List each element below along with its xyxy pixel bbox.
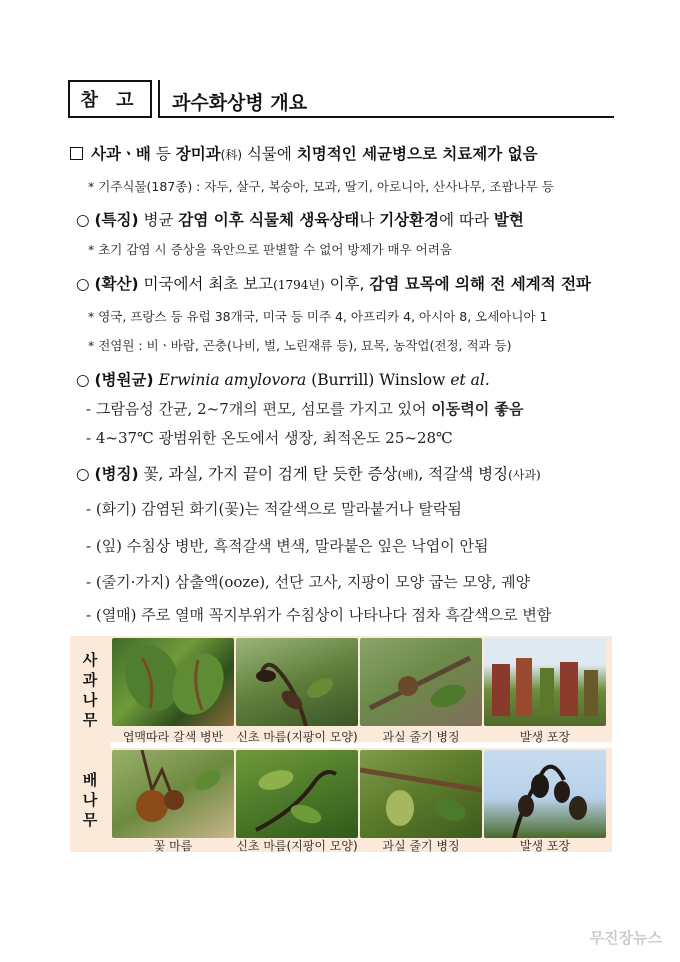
feature-line: ○ (특징) 병균 감염 이후 식물체 생육상태나 기상환경에 따라 발현	[76, 211, 524, 229]
reference-label: 참 고	[80, 90, 140, 111]
pathogen-detail-temperature: - 4~37℃ 광범위한 온도에서 생장, 최적온도 25~28℃	[86, 429, 453, 447]
photo-apple-shoot-blight	[236, 638, 358, 726]
spread-note-countries: * 영국, 프랑스 등 유럽 38개국, 미국 등 미주 4, 아프리카 4, 아시아 8, 오세아니아 1	[88, 309, 548, 324]
symptom-photo-table	[70, 636, 612, 852]
photo-apple-leaf-vein-lesion	[112, 638, 234, 726]
caption-pear-2: 신초 마름(지팡이 모양)	[236, 839, 358, 853]
photo-apple-fruit-stem	[360, 638, 482, 726]
symptom-stem: - (줄기·가지) 삼출액(ooze), 선단 고사, 지팡이 모양 굽는 모양, 궤양	[86, 573, 531, 591]
row-label-apple: 사과나무	[82, 651, 98, 729]
photo-pear-shoot-blight	[236, 750, 358, 838]
symptom-leaf: - (잎) 수침상 병반, 흑적갈색 변색, 말라붙은 잎은 낙엽이 안됨	[86, 537, 489, 555]
shoot-image	[236, 750, 358, 838]
symptom-flower: - (화기) 감염된 화기(꽃)는 적갈색으로 말라붙거나 탈락됨	[86, 500, 462, 518]
watermark: 무진장뉴스	[589, 929, 662, 947]
caption-apple-1: 엽맥따라 갈색 병반	[122, 730, 224, 744]
orchard-image	[484, 750, 606, 838]
photo-pear-blossom-blight	[112, 750, 234, 838]
caption-apple-2: 신초 마름(지팡이 모양)	[236, 730, 358, 744]
pathogen-line: ○ (병원균) Erwinia amylovora (Burrill) Winslow et al.	[76, 371, 490, 389]
symptom-line: ○ (병징) 꽃, 과실, 가지 끝이 검게 탄 듯한 증상(배), 적갈색 병징(사과)	[76, 465, 541, 483]
leaf-image	[112, 638, 234, 726]
orchard-image	[484, 638, 606, 726]
photo-apple-orchard	[484, 638, 606, 726]
intro-line: 사과ㆍ배 등 장미과(科) 식물에 치명적인 세균병으로 치료제가 없음	[70, 142, 538, 164]
photo-pear-fruit-stem	[360, 750, 482, 838]
photo-pear-orchard	[484, 750, 606, 838]
spread-line: ○ (확산) 미국에서 최초 보고(1794년) 이후, 감염 묘목에 의해 전 세계적 전파	[76, 275, 592, 293]
caption-apple-4: 발생 포장	[519, 730, 571, 744]
blossom-image	[112, 750, 234, 838]
caption-pear-4: 발생 포장	[519, 839, 571, 853]
page-title: 과수화상병 개요	[172, 92, 308, 114]
reference-box	[68, 80, 152, 118]
host-plants-note: * 기주식물(187종) : 자두, 살구, 복숭아, 모과, 딸기, 아로니아, 산사나무, 조팝나무 등	[88, 179, 554, 194]
shoot-image	[236, 638, 358, 726]
title-divider	[158, 80, 160, 118]
caption-apple-3: 과실 줄기 병징	[382, 730, 460, 744]
title-underline	[158, 116, 614, 118]
symptom-fruit: - (열매) 주로 열매 꼭지부위가 수침상이 나타나다 점차 흑갈색으로 변함	[86, 606, 552, 624]
checkbox-icon	[70, 147, 83, 160]
feature-note: * 초기 감염 시 증상을 육안으로 판별할 수 없어 방제가 매우 어려움	[88, 242, 452, 257]
fruit-image	[360, 638, 482, 726]
spread-note-sources: * 전염원 : 비ㆍ바람, 곤충(나비, 벌, 노린재류 등), 묘목, 농작업(전정, 적과 등)	[88, 338, 512, 353]
caption-pear-1: 꽃 마름	[153, 839, 193, 853]
pathogen-detail-motility: - 그람음성 간균, 2~7개의 편모, 섬모를 가지고 있어 이동력이 좋음	[86, 400, 524, 418]
fruit-image	[360, 750, 482, 838]
caption-pear-3: 과실 줄기 병징	[382, 839, 460, 853]
row-label-pear: 배나무	[82, 771, 98, 829]
